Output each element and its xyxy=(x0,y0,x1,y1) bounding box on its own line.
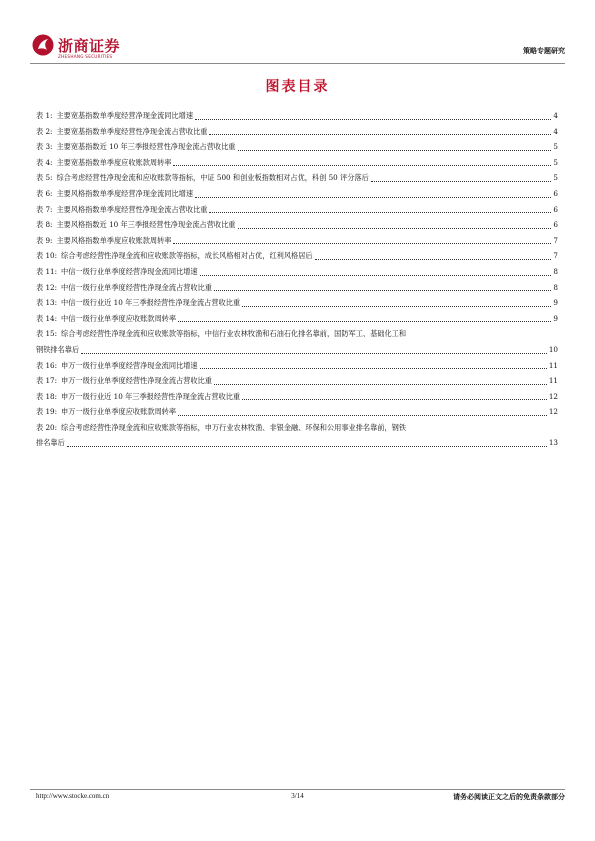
toc-entry-leader xyxy=(178,415,547,416)
toc-entry-title: 中信一级行业单季度经营净现金流同比增速 xyxy=(61,266,198,276)
toc-entry-number: 表 9: xyxy=(36,235,53,245)
toc-entry-leader xyxy=(214,290,551,291)
toc-entry-leader xyxy=(242,399,547,400)
toc-entry-number: 表 11: xyxy=(36,266,58,276)
toc-entry-title-continued: 钢铁排名靠后 xyxy=(36,344,80,354)
toc-entry-row xyxy=(36,139,558,155)
toc-entry-row xyxy=(36,155,558,171)
toc-entry-title: 中信一级行业单季度经营性净现金流占营收比重 xyxy=(61,282,212,292)
toc-entry-page: 5 xyxy=(553,157,558,167)
toc-entry[interactable] xyxy=(36,202,558,218)
toc-entry-page: 10 xyxy=(548,344,558,354)
toc-entry-number: 表 1: xyxy=(36,111,53,120)
toc-entry-second-line xyxy=(36,435,558,451)
toc-entry-leader xyxy=(81,353,547,354)
toc-entry-row xyxy=(36,358,558,374)
toc-entry-number: 表 4: xyxy=(36,157,53,167)
toc-entry-number: 表 17: xyxy=(36,376,58,386)
toc-entry-number: 表 13: xyxy=(36,298,58,308)
toc-entry[interactable] xyxy=(36,295,558,311)
toc-entry-number: 表 10: xyxy=(36,251,58,261)
toc-entry-number: 表 2: xyxy=(36,126,53,136)
toc-entry-leader xyxy=(315,259,552,260)
toc-entry[interactable] xyxy=(36,280,558,296)
toc-entry-title: 主要宽基指数单季度经营净现金流同比增速 xyxy=(56,111,194,120)
toc-entry[interactable] xyxy=(36,373,558,389)
toc-entry-page: 4 xyxy=(553,126,558,136)
toc-entry-page: 9 xyxy=(553,313,558,323)
toc-entry[interactable] xyxy=(36,404,558,420)
toc-entry-row xyxy=(36,295,558,311)
toc-entry-page: 11 xyxy=(548,376,558,386)
toc-entry-page: 6 xyxy=(553,220,558,230)
toc-entry-title: 申万一级行业近 10 年三季报经营性净现金流占营收比重 xyxy=(61,391,241,401)
toc-entry-leader xyxy=(200,275,552,276)
toc-entry-number: 表 20: xyxy=(36,422,58,432)
toc-entry-row xyxy=(36,373,558,389)
toc-entry-page: 4 xyxy=(553,111,558,120)
toc-entry[interactable] xyxy=(36,186,558,202)
toc-entry-title: 综合考虑经营性净现金流和应收账款等指标，中信行业农林牧渔和石油石化排名靠前，国防军工、基础化工和 xyxy=(61,329,407,339)
toc-entry-title: 申万一级行业单季度经营净现金流同比增速 xyxy=(61,360,198,370)
toc-entry-title: 申万一级行业单季度经营性净现金流占营收比重 xyxy=(61,376,212,386)
toc-entry-title: 综合考虑经营性净现金流和应收账款等指标，中证 500 和创业板指数相对占优，科创 50 评分落后 xyxy=(56,173,369,183)
toc-entry[interactable] xyxy=(36,311,558,327)
toc-entry-leader xyxy=(371,181,552,182)
toc-entry-title: 主要宽基指数近 10 年三季报经营性净现金流占营收比重 xyxy=(56,142,236,152)
toc-entry-title: 中信一级行业单季度应收账款周转率 xyxy=(61,313,177,323)
toc-entry-title: 主要风格指数近 10 年三季报经营性净现金流占营收比重 xyxy=(56,220,236,230)
toc-entry-row xyxy=(36,170,558,186)
toc-entry-title: 综合考虑经营性净现金流和应收账款等指标，申万行业农林牧渔、非银金融、环保和公用事业排名靠前，钢铁 xyxy=(61,422,407,432)
toc-entry-page: 8 xyxy=(553,266,558,276)
toc-entry-row xyxy=(36,264,558,280)
toc-entry-row xyxy=(36,108,558,124)
toc-entry-leader xyxy=(242,306,551,307)
toc-entry-title: 中信一级行业近 10 年三季报经营性净现金流占营收比重 xyxy=(61,298,241,308)
toc-entry[interactable] xyxy=(36,264,558,280)
toc-entry-title: 主要风格指数单季度应收账款周转率 xyxy=(56,235,172,245)
header-divider xyxy=(30,63,565,64)
toc-entry-row xyxy=(36,280,558,296)
toc-entry-number: 表 5: xyxy=(36,173,53,183)
toc-entry-page: 5 xyxy=(553,173,558,183)
toc-entry-leader xyxy=(173,243,551,244)
toc-entry-number: 表 8: xyxy=(36,220,53,230)
table-of-charts xyxy=(36,108,558,451)
toc-entry-page: 6 xyxy=(553,188,558,198)
page-title: 图表目录 xyxy=(265,79,330,95)
toc-entry-row xyxy=(36,389,558,405)
toc-entry-row xyxy=(36,186,558,202)
toc-entry-number: 表 14: xyxy=(36,313,58,323)
toc-entry-page: 12 xyxy=(548,407,558,417)
toc-entry-title: 主要宽基指数单季度经营性净现金流占营收比重 xyxy=(56,126,208,136)
toc-entry-second-line xyxy=(36,342,558,358)
page-footer xyxy=(30,792,565,804)
toc-entry-leader xyxy=(209,134,551,135)
toc-entry-leader xyxy=(195,197,551,198)
toc-entry-leader xyxy=(173,165,551,166)
toc-entry-leader xyxy=(195,119,551,120)
toc-entry-number: 表 19: xyxy=(36,407,58,417)
toc-entry[interactable] xyxy=(36,139,558,155)
toc-entry[interactable] xyxy=(36,420,558,451)
toc-entry-number: 表 7: xyxy=(36,204,53,214)
toc-entry[interactable] xyxy=(36,358,558,374)
toc-entry-title-continued: 排名靠后 xyxy=(36,438,65,448)
toc-entry-title: 申万一级行业单季度应收账款周转率 xyxy=(61,407,177,417)
toc-entry-page: 12 xyxy=(548,391,558,401)
toc-entry-title: 综合考虑经营性净现金流和应收账款等指标，成长风格相对占优，红利风格居后 xyxy=(61,251,313,261)
toc-entry-page: 7 xyxy=(553,235,558,245)
toc-entry-number: 表 6: xyxy=(36,188,53,198)
footer-url-link[interactable]: http://www.stocke.com.cn xyxy=(36,792,110,800)
toc-entry-leader xyxy=(238,150,552,151)
toc-entry[interactable] xyxy=(36,248,558,264)
toc-entry-title: 主要宽基指数单季度应收账款周转率 xyxy=(56,157,172,167)
toc-entry-first-line xyxy=(36,420,558,436)
toc-entry-row xyxy=(36,233,558,249)
toc-entry-row xyxy=(36,404,558,420)
toc-entry-title: 主要风格指数单季度经营性净现金流占营收比重 xyxy=(56,204,208,214)
toc-entry[interactable] xyxy=(36,108,558,124)
toc-entry[interactable] xyxy=(36,326,558,357)
toc-entry[interactable] xyxy=(36,155,558,171)
footer-disclaimer-notice: 请务必阅读正文之后的免责条款部分 xyxy=(453,792,565,801)
toc-entry-page: 9 xyxy=(553,298,558,308)
logo-subtext: ZHESHANG SECURITIES xyxy=(58,54,113,59)
toc-entry-leader xyxy=(209,212,551,213)
toc-entry[interactable] xyxy=(36,389,558,405)
toc-entry-leader xyxy=(200,368,547,369)
toc-entry[interactable] xyxy=(36,170,558,186)
toc-entry-page: 13 xyxy=(548,438,558,448)
toc-entry-page: 5 xyxy=(553,142,558,152)
toc-entry-leader xyxy=(67,446,547,447)
report-type-label: 策略专题研究 xyxy=(523,46,565,55)
toc-entry-first-line xyxy=(36,326,558,342)
logo-text: 浙商证券 xyxy=(58,37,121,55)
company-logo xyxy=(30,30,160,64)
toc-entry-leader xyxy=(178,321,551,322)
toc-entry-row xyxy=(36,311,558,327)
toc-entry[interactable] xyxy=(36,124,558,140)
toc-entry-page: 11 xyxy=(548,360,558,370)
toc-entry[interactable] xyxy=(36,233,558,249)
toc-entry-page: 7 xyxy=(553,251,558,261)
toc-entry-row xyxy=(36,124,558,140)
toc-entry-leader xyxy=(238,228,552,229)
toc-entry-leader xyxy=(214,384,547,385)
toc-entry-page: 8 xyxy=(553,282,558,292)
toc-entry-title: 主要风格指数单季度经营净现金流同比增速 xyxy=(56,188,194,198)
toc-entry-page: 6 xyxy=(553,204,558,214)
page-header xyxy=(30,30,565,66)
toc-entry-number: 表 16: xyxy=(36,360,58,370)
toc-entry-number: 表 15: xyxy=(36,329,58,339)
toc-entry-number: 表 12: xyxy=(36,282,58,292)
logo-mark-icon xyxy=(32,34,54,56)
toc-entry-row xyxy=(36,202,558,218)
toc-entry-row xyxy=(36,248,558,264)
toc-entry[interactable] xyxy=(36,217,558,233)
footer-page-indicator: 3/14 xyxy=(291,792,304,800)
footer-divider xyxy=(30,789,565,790)
toc-entry-number: 表 3: xyxy=(36,142,53,152)
toc-entry-row xyxy=(36,217,558,233)
toc-entry-number: 表 18: xyxy=(36,391,58,401)
